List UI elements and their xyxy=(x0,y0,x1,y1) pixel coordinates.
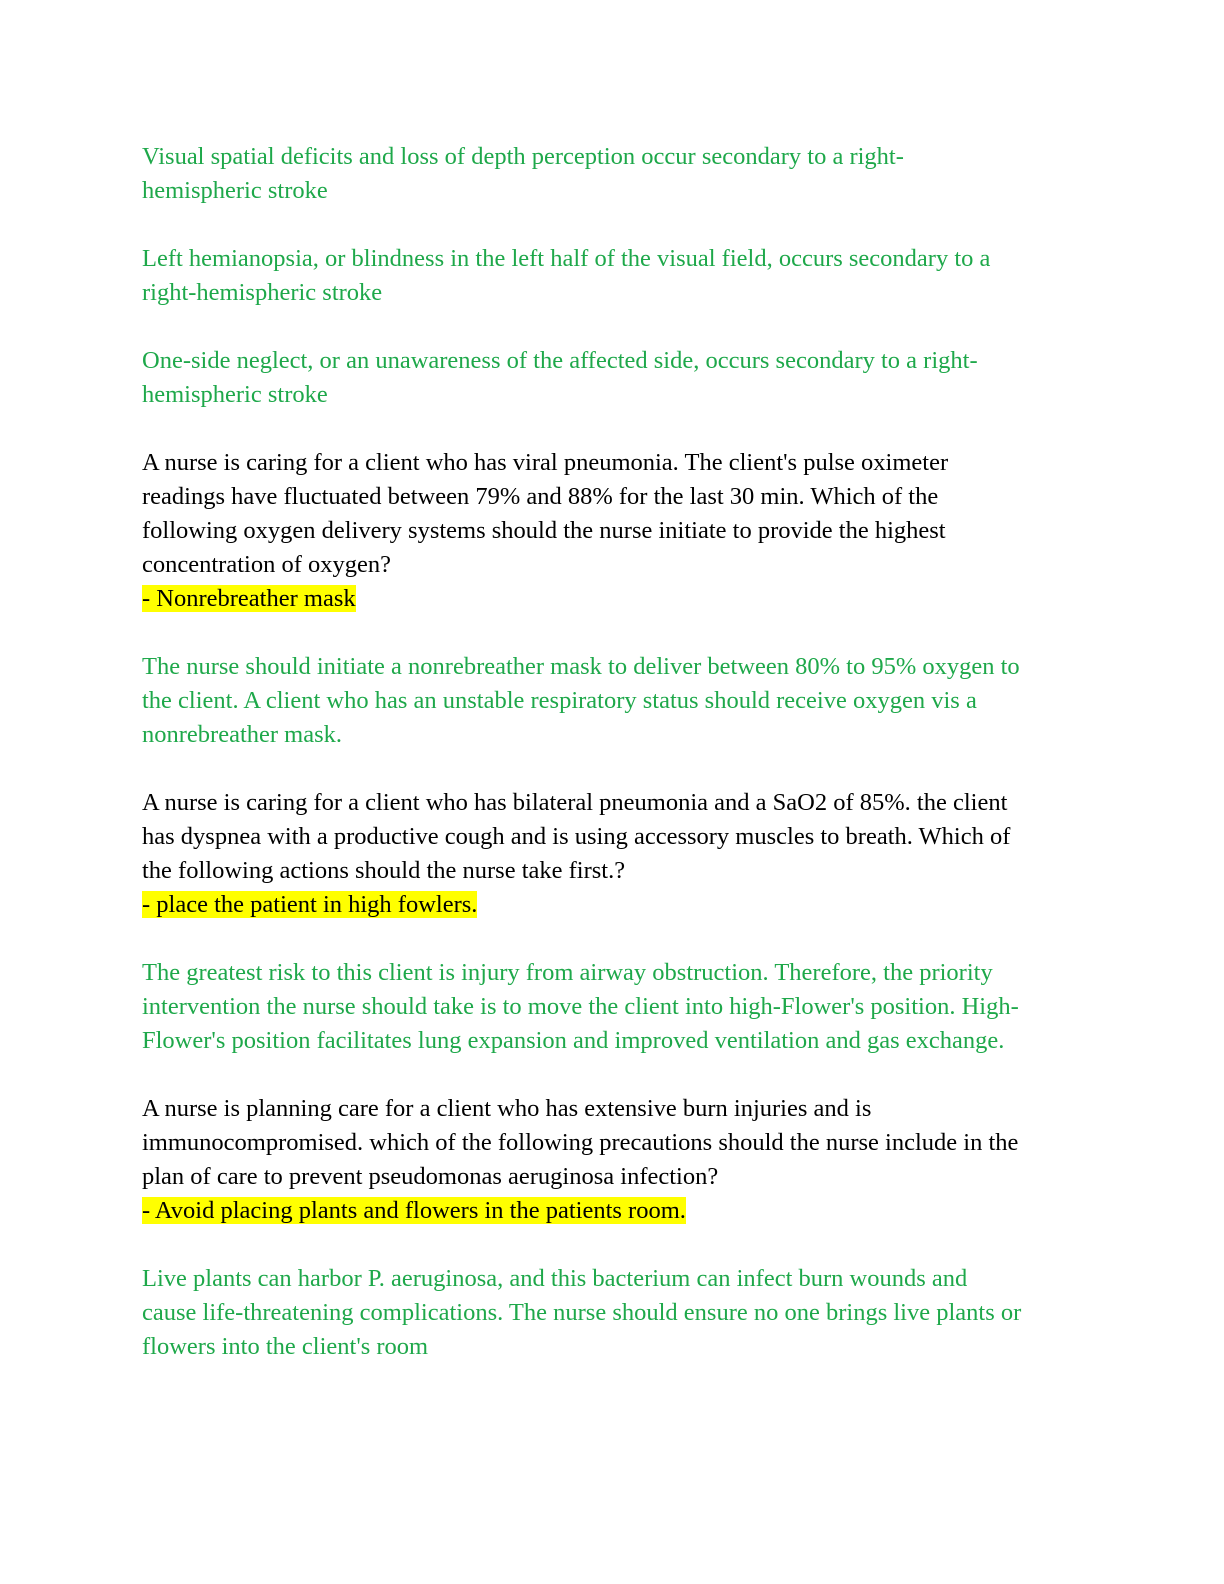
question-line: readings have fluctuated between 79% and 88% for the last 30 min. Which of the xyxy=(142,483,939,510)
explanation-paragraph-4 xyxy=(142,650,1082,752)
explanation-line: nonrebreather mask. xyxy=(142,721,342,748)
explanation-line: intervention the nurse should take is to move the client into high-Flower's position. High- xyxy=(142,993,1019,1020)
explanation-line: Flower's position facilitates lung expansion and improved ventilation and gas exchange. xyxy=(142,1027,1005,1054)
explanation-line: hemispheric stroke xyxy=(142,381,328,408)
explanation-paragraph-1 xyxy=(142,140,1082,208)
question-paragraph-3 xyxy=(142,1092,1082,1228)
explanation-line: Visual spatial deficits and loss of depth perception occur secondary to a right- xyxy=(142,143,904,170)
explanation-paragraph-6 xyxy=(142,1262,1082,1364)
explanation-line: One-side neglect, or an unawareness of the affected side, occurs secondary to a right- xyxy=(142,347,978,374)
question-line: has dyspnea with a productive cough and is using accessory muscles to breath. Which of xyxy=(142,823,1011,850)
explanation-paragraph-2 xyxy=(142,242,1082,310)
question-paragraph-2 xyxy=(142,786,1082,922)
highlighted-answer: - place the patient in high fowlers. xyxy=(142,891,478,918)
question-paragraph-1 xyxy=(142,446,1082,616)
question-line: A nurse is caring for a client who has bilateral pneumonia and a SaO2 of 85%. the client xyxy=(142,789,1008,816)
question-line: following oxygen delivery systems should the nurse initiate to provide the highest xyxy=(142,517,946,544)
explanation-line: Live plants can harbor P. aeruginosa, and this bacterium can infect burn wounds and xyxy=(142,1265,968,1292)
question-line: A nurse is caring for a client who has viral pneumonia. The client's pulse oximeter xyxy=(142,449,949,476)
explanation-paragraph-3 xyxy=(142,344,1082,412)
question-line: the following actions should the nurse take first.? xyxy=(142,857,626,884)
document-page xyxy=(142,140,1082,1398)
explanation-paragraph-5 xyxy=(142,956,1082,1058)
explanation-line: flowers into the client's room xyxy=(142,1333,429,1360)
highlighted-answer: - Nonrebreather mask xyxy=(142,585,356,612)
question-line: concentration of oxygen? xyxy=(142,551,391,578)
explanation-line: The nurse should initiate a nonrebreather mask to deliver between 80% to 95% oxygen to xyxy=(142,653,1020,680)
explanation-line: the client. A client who has an unstable respiratory status should receive oxygen vis a xyxy=(142,687,977,714)
explanation-line: cause life-threatening complications. The nurse should ensure no one brings live plants or xyxy=(142,1299,1022,1326)
question-line: plan of care to prevent pseudomonas aeruginosa infection? xyxy=(142,1163,719,1190)
explanation-line: right-hemispheric stroke xyxy=(142,279,383,306)
highlighted-answer: - Avoid placing plants and flowers in the patients room. xyxy=(142,1197,686,1224)
explanation-line: The greatest risk to this client is injury from airway obstruction. Therefore, the priority xyxy=(142,959,993,986)
question-line: A nurse is planning care for a client who has extensive burn injuries and is xyxy=(142,1095,872,1122)
question-line: immunocompromised. which of the following precautions should the nurse include in the xyxy=(142,1129,1019,1156)
explanation-line: hemispheric stroke xyxy=(142,177,328,204)
explanation-line: Left hemianopsia, or blindness in the left half of the visual field, occurs secondary to a xyxy=(142,245,991,272)
